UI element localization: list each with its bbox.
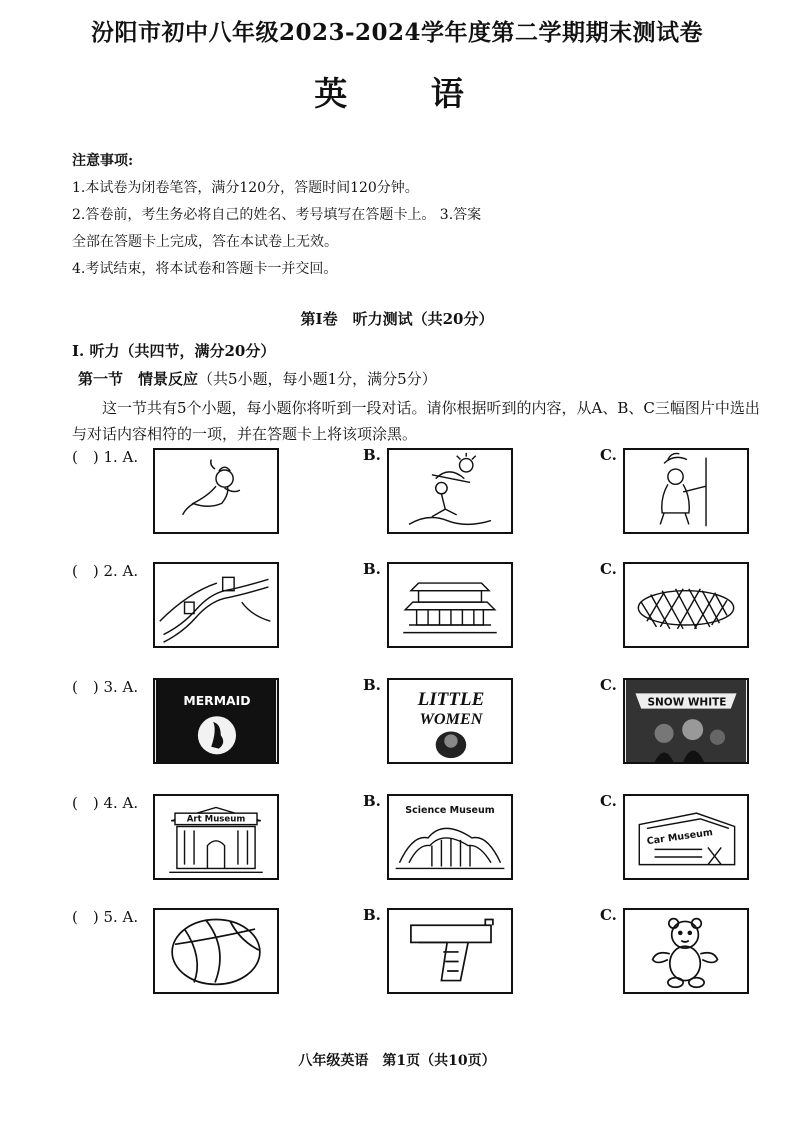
little-text: LITTLE: [417, 688, 485, 710]
subsection-heading: [78, 368, 437, 389]
subsection-detail: （共5小题，每小题1分，满分5分）: [198, 370, 437, 388]
note-line-4: 4.考试结束，将本试卷和答题卡一并交回。: [72, 261, 338, 277]
car-museum-text: Car Museum: [646, 827, 714, 848]
option-b-label: B.: [363, 560, 381, 578]
women-text: WOMEN: [419, 709, 483, 728]
part-title: 第Ⅰ卷 听力测试（共20分）: [300, 310, 494, 328]
subsection-name: 第一节 情景反应: [78, 370, 199, 388]
mermaid-poster-image[interactable]: [153, 678, 279, 764]
question-row-3: [0, 676, 794, 776]
question-row-4: [0, 792, 794, 892]
option-c-label: C.: [600, 792, 617, 810]
mermaid-title-text: MERMAID: [183, 692, 251, 708]
ball-image[interactable]: [153, 908, 279, 994]
notes-section: [72, 148, 722, 283]
hou-yi-archer-image[interactable]: [387, 448, 513, 534]
note-line-2: 2.答卷前，考生务必将自己的姓名、考号填写在答题卡上。 3.答案: [72, 207, 482, 223]
great-wall-image[interactable]: [153, 562, 279, 648]
question-row-5: [0, 906, 794, 1006]
question-row-1: [0, 446, 794, 546]
question-label: ( ) 4. A.: [72, 794, 139, 812]
option-b-label: B.: [363, 446, 381, 464]
instructions: 这一节共有5个小题，每小题你将听到一段对话。请你根据听到的内容，从A、B、C三幅图片中选出与对话内容相符的一项，并在答题卡上将该项涂黑。: [72, 399, 760, 443]
note-line-3: 全部在答题卡上完成，答在本试卷上无效。: [72, 234, 338, 250]
option-c-label: C.: [600, 906, 617, 924]
car-museum-image[interactable]: [623, 794, 749, 880]
art-museum-image[interactable]: [153, 794, 279, 880]
birds-nest-image[interactable]: [623, 562, 749, 648]
option-c-label: C.: [600, 676, 617, 694]
option-c-label: C.: [600, 560, 617, 578]
question-label: ( ) 3. A.: [72, 678, 139, 696]
question-label: ( ) 1. A.: [72, 448, 139, 466]
little-women-poster-image[interactable]: [387, 678, 513, 764]
option-b-label: B.: [363, 676, 381, 694]
toy-gun-image[interactable]: [387, 908, 513, 994]
snow-white-poster-image[interactable]: [623, 678, 749, 764]
forbidden-city-image[interactable]: [387, 562, 513, 648]
art-museum-text: Art Museum: [186, 814, 246, 825]
question-label: ( ) 2. A.: [72, 562, 139, 580]
snow-white-text: SNOW WHITE: [647, 696, 727, 709]
notes-heading: 注意事项:: [72, 153, 134, 169]
option-b-label: B.: [363, 906, 381, 924]
subject-title: 英 语: [314, 74, 500, 113]
exam-title: 汾阳市初中八年级2023-2024学年度第二学期期末测试卷: [90, 19, 704, 46]
question-label: ( ) 5. A.: [72, 908, 139, 926]
science-museum-image[interactable]: [387, 794, 513, 880]
option-c-label: C.: [600, 446, 617, 464]
science-museum-text: Science Museum: [405, 805, 495, 817]
monkey-king-image[interactable]: [623, 448, 749, 534]
page-footer: 八年级英语 第1页（共10页）: [298, 1053, 496, 1069]
section-heading: Ⅰ. 听力（共四节，满分20分）: [72, 342, 276, 360]
chang-e-image[interactable]: [153, 448, 279, 534]
option-b-label: B.: [363, 792, 381, 810]
teddy-bear-image[interactable]: [623, 908, 749, 994]
question-row-2: [0, 560, 794, 660]
note-line-1: 1.本试卷为闭卷笔答，满分120分，答题时间120分钟。: [72, 180, 419, 196]
